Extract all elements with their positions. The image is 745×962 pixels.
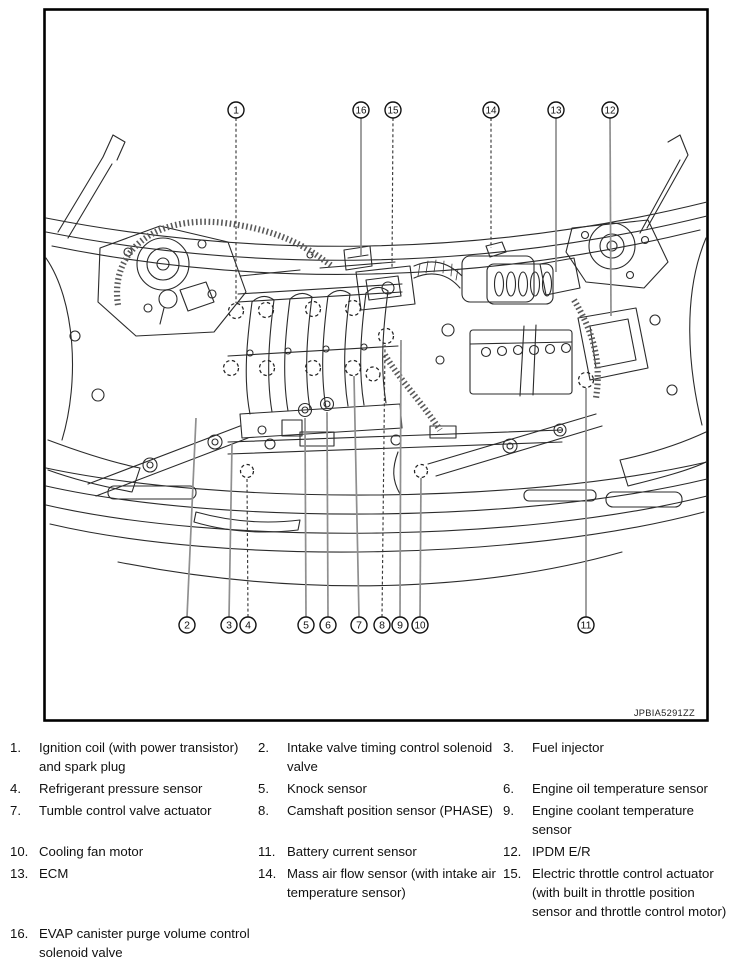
legend-item-label: Tumble control valve actuator	[39, 803, 212, 818]
callout-11	[578, 388, 594, 633]
callout-number: 14	[485, 104, 497, 117]
callout-number: 6	[325, 619, 331, 632]
legend-item-label: ECM	[39, 866, 69, 881]
legend-item-label: Battery current sensor	[287, 844, 417, 859]
legend-item-number: 1.	[10, 740, 21, 755]
callout-1	[228, 102, 244, 303]
legend-item-label: IPDM E/R	[532, 844, 591, 859]
callout-number: 11	[580, 619, 592, 632]
callout-7	[351, 376, 367, 633]
callout-leader-line	[305, 418, 306, 617]
callout-15	[385, 102, 401, 268]
legend-item-label: Intake valve timing control solenoid valve	[287, 740, 493, 774]
legend-item-number: 10.	[10, 844, 29, 859]
legend-item	[10, 801, 258, 839]
callout-3	[221, 444, 237, 633]
callout-number: 12	[604, 104, 616, 117]
legend-item-label: Ignition coil (with power transistor) and spark plug	[39, 740, 239, 774]
legend-item	[258, 842, 503, 861]
legend-item-number: 5.	[258, 781, 269, 796]
legend-item	[10, 864, 258, 921]
callout-10	[412, 478, 428, 633]
legend-item-number: 16.	[10, 926, 29, 941]
legend-item	[258, 738, 503, 776]
legend-item-label: Fuel injector	[532, 740, 604, 755]
callout-leader-line	[247, 478, 248, 617]
callout-leader-line	[420, 478, 421, 617]
callout-number: 7	[356, 619, 362, 632]
callout-number: 9	[397, 619, 403, 632]
legend-item-number: 11.	[258, 844, 276, 859]
legend-item-label: Knock sensor	[287, 781, 367, 796]
legend-item	[10, 738, 258, 776]
callout-leader-line	[354, 376, 359, 617]
legend-item	[503, 779, 738, 798]
callout-leader-line	[327, 412, 328, 617]
legend-item-number: 13.	[10, 866, 29, 881]
legend-item	[258, 864, 503, 921]
legend-item	[503, 842, 738, 861]
callout-number: 3	[226, 619, 232, 632]
callout-number: 4	[245, 619, 251, 632]
legend-item-label: Refrigerant pressure sensor	[39, 781, 203, 796]
callout-number: 15	[387, 104, 399, 117]
legend-item	[503, 738, 738, 776]
legend-item-number: 14.	[258, 866, 277, 881]
component-legend	[10, 738, 738, 962]
legend-item-label: Cooling fan motor	[39, 844, 144, 859]
legend-item-number: 2.	[258, 740, 269, 755]
legend-item-number: 7.	[10, 803, 21, 818]
callout-number: 5	[303, 619, 309, 632]
legend-item	[10, 842, 258, 861]
callout-number: 13	[550, 104, 562, 117]
callout-number: 2	[184, 619, 190, 632]
legend-item-number: 3.	[503, 740, 514, 755]
callout-8	[374, 345, 390, 633]
callout-5	[298, 418, 314, 633]
callout-16	[353, 102, 369, 256]
callout-9	[392, 340, 408, 633]
callout-number: 16	[355, 104, 367, 117]
callout-number: 1	[233, 104, 239, 117]
legend-item-number: 4.	[10, 781, 21, 796]
legend-item-label: EVAP canister purge volume control solenoid valve	[39, 926, 250, 960]
callout-leader-line	[610, 118, 611, 316]
legend-item-label: Mass air flow sensor (with intake air temperature sensor)	[287, 866, 496, 900]
callout-leader-line	[229, 444, 232, 617]
callout-number: 10	[414, 619, 426, 632]
callout-number: 8	[379, 619, 385, 632]
component-markers	[224, 301, 594, 478]
callout-layer	[179, 102, 618, 633]
legend-item-number: 12.	[503, 844, 522, 859]
callout-leader-line	[400, 340, 401, 617]
legend-item	[503, 864, 738, 921]
legend-item-number: 8.	[258, 803, 269, 818]
legend-item-number: 6.	[503, 781, 514, 796]
legend-item	[503, 801, 738, 839]
callout-14	[483, 102, 499, 248]
figure-code: JPBIA5291ZZ	[633, 708, 695, 718]
legend-item-label: Engine coolant temperature sensor	[532, 803, 695, 837]
legend-item-label: Camshaft position sensor (PHASE)	[287, 803, 493, 818]
engine-line-art	[46, 135, 707, 586]
legend-item-label: Engine oil temperature sensor	[532, 781, 708, 796]
legend-item	[10, 924, 258, 962]
legend-item	[10, 779, 258, 798]
legend-item	[258, 779, 503, 798]
legend-item-label: Electric throttle control actuator (with built in throttle position sensor and throttle control motor)	[532, 866, 727, 919]
legend-item-number: 9.	[503, 803, 514, 818]
legend-item	[258, 801, 503, 839]
legend-item-number: 15.	[503, 866, 522, 881]
callout-4	[240, 478, 256, 633]
